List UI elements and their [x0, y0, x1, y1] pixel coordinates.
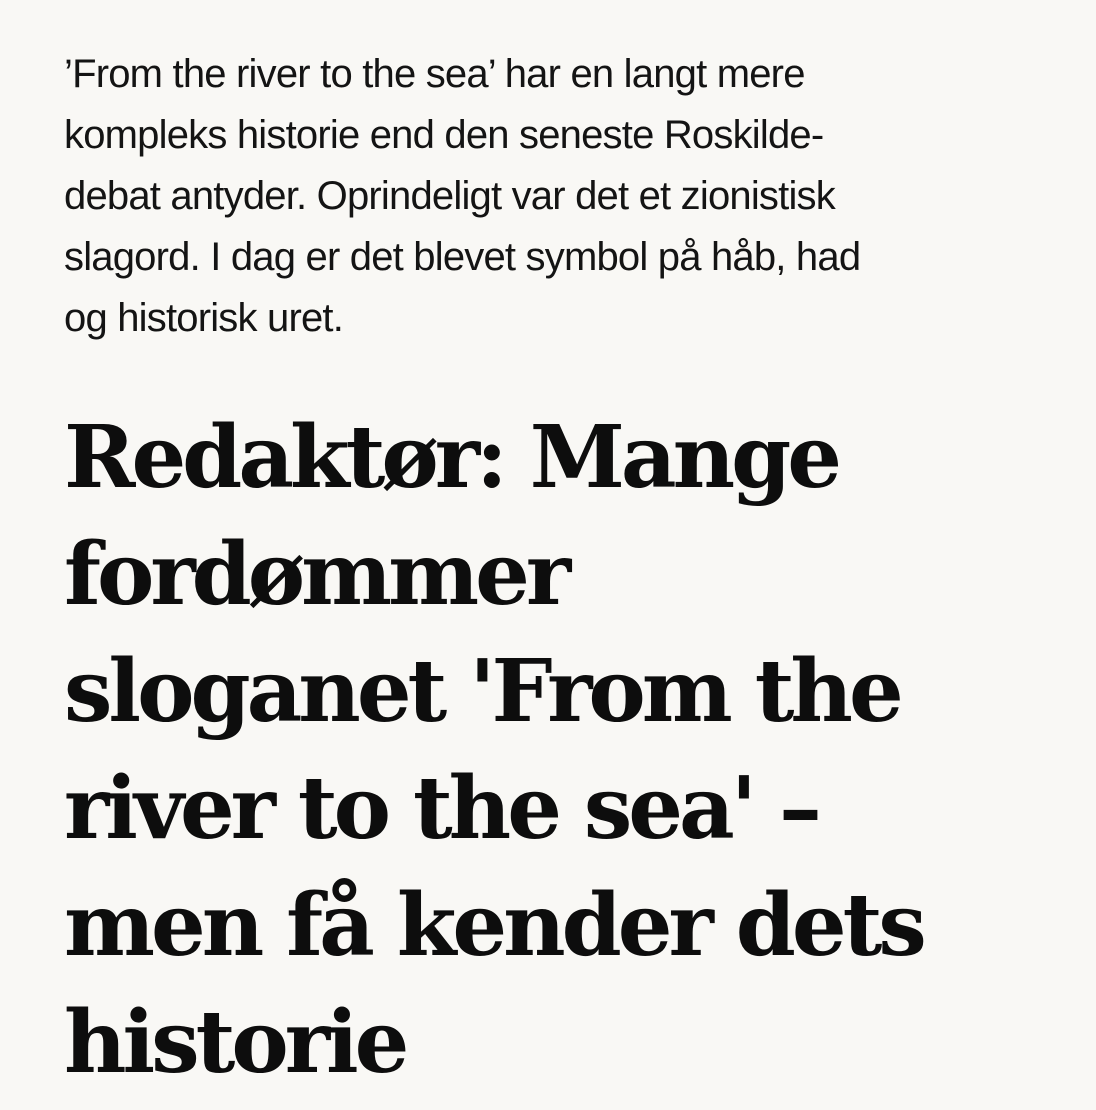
intro-line: kompleks historie end den seneste Roskilde- — [64, 113, 824, 157]
article-headline[interactable] — [64, 399, 1024, 1101]
headline-line: river to the sea' – — [64, 758, 818, 859]
intro-line: og historisk uret. — [64, 296, 344, 340]
intro-line: debat antyder. Oprindeligt var det et zionistisk — [64, 174, 835, 218]
headline-line: men få kender dets — [64, 875, 923, 976]
article — [64, 44, 1044, 1101]
headline-line: fordømmer — [64, 524, 568, 625]
article-intro — [64, 44, 1044, 349]
intro-line: ’From the river to the sea’ har en langt mere — [64, 52, 805, 96]
intro-line: slagord. I dag er det blevet symbol på håb, had — [64, 235, 861, 279]
headline-line: sloganet 'From the — [64, 641, 900, 742]
headline-line: Redaktør: Mange — [64, 407, 839, 508]
headline-line: historie — [64, 992, 406, 1093]
